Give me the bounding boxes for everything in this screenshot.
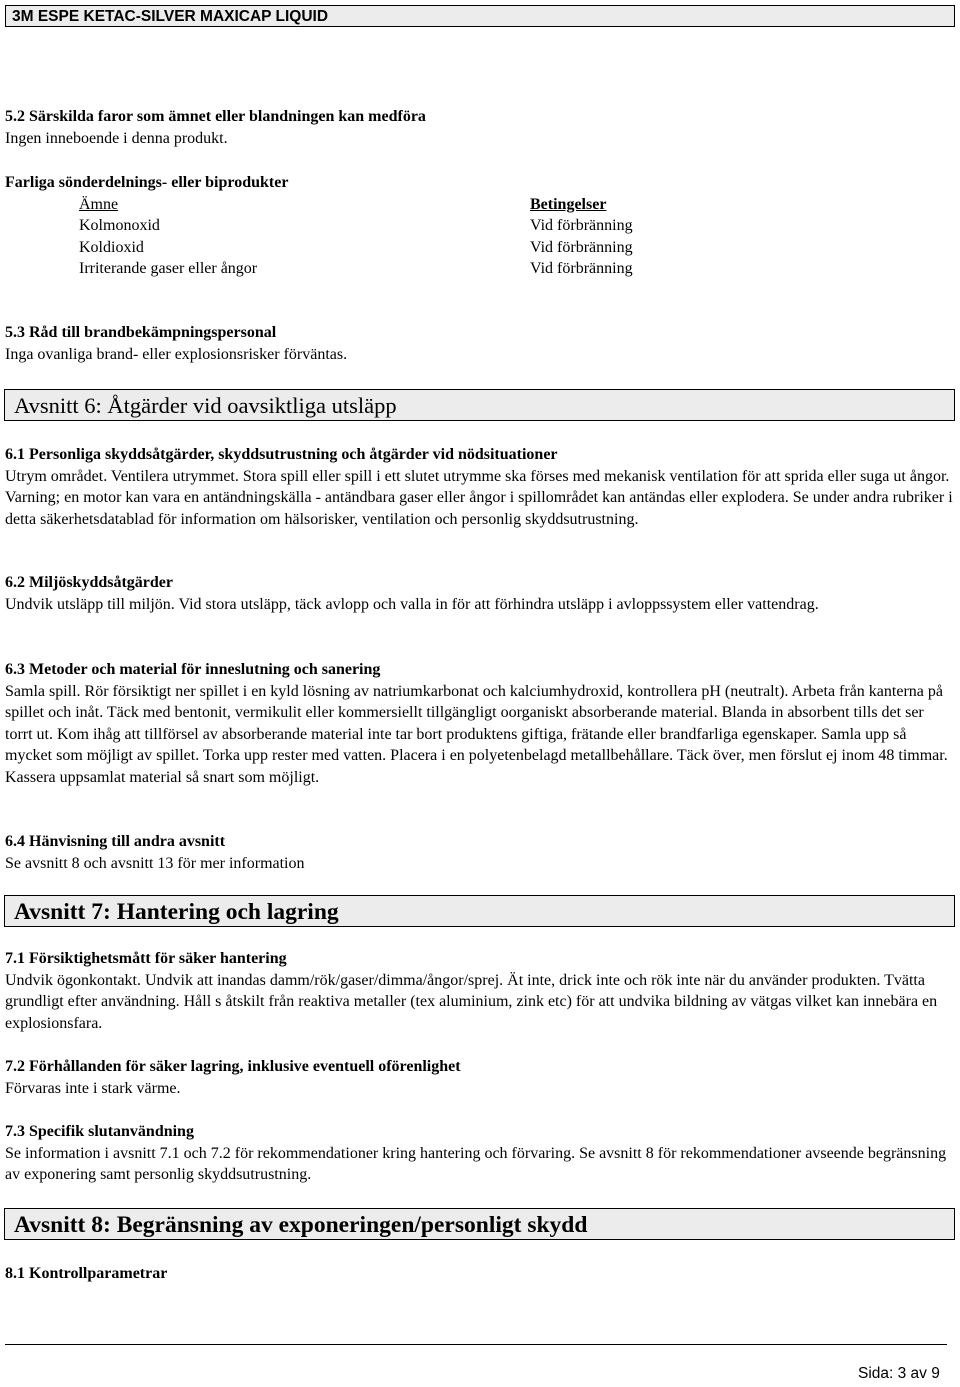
section-6-3 <box>5 659 955 789</box>
decomposition-products-title: Farliga sönderdelnings- eller biprodukter <box>5 174 289 191</box>
section-6-4-text: Se avsnitt 8 och avsnitt 13 för mer information <box>5 854 305 872</box>
condition-cell: Vid förbränning <box>530 238 633 256</box>
substance-header: Ämne <box>79 195 119 213</box>
condition-cell: Vid förbränning <box>530 217 633 235</box>
section-6-3-title: 6.3 Metoder och material för inneslutning och sanering <box>5 661 381 678</box>
decomposition-products <box>5 172 955 282</box>
section-6-1-title: 6.1 Personliga skyddsåtgärder, skyddsutrustning och åtgärder vid nödsituationer <box>5 446 558 463</box>
section-7-2-text: Förvaras inte i stark värme. <box>5 1079 181 1097</box>
decomposition-table <box>5 194 955 282</box>
section-5-2-title: 5.2 Särskilda faror som ämnet eller blandningen kan medföra <box>5 108 426 125</box>
section-7-1-text: Undvik ögonkontakt. Undvik att inandas damm/rök/gaser/dimma/ångor/sprej. Ät inte, drick inte och rök inte när du använder produkten. Tvätta grundligt efter användning. Håll s åtskilt från reaktiva metaller (tex aluminium, zink etc) för att undvika bildning av vätgas vilket kan innebära en explosionsfara. <box>5 971 938 1032</box>
section-6-1-text: Utrym området. Ventilera utrymmet. Stora spill eller spill i ett slutet utrymme ska förses med mekanisk ventilation för att sprida eller suga ut ångor. Varning; en motor kan vara en antändningskälla - antändbara gaser eller ångor i spillområdet kan antändas eller explodera. Se under andra rubriker i detta säkerhetsdatablad för information om hälsorisker, ventilation och personlig skyddsutrustning. <box>5 467 953 528</box>
section-7-3 <box>5 1121 955 1186</box>
section-6-title: Avsnitt 6: Åtgärder vid oavsiktliga utsläpp <box>14 393 397 418</box>
section-8-1 <box>5 1263 955 1285</box>
condition-cell: Vid förbränning <box>530 260 633 278</box>
section-6-2-title: 6.2 Miljöskyddsåtgärder <box>5 574 173 591</box>
substance-column <box>79 194 257 280</box>
document-header <box>5 5 955 27</box>
section-7-3-title: 7.3 Specifik slutanvändning <box>5 1123 194 1140</box>
section-7-2-title: 7.2 Förhållanden för säker lagring, inklusive eventuell oförenlighet <box>5 1058 461 1075</box>
condition-header: Betingelser <box>530 195 607 213</box>
section-8-heading <box>4 1208 955 1240</box>
section-5-3 <box>5 322 955 365</box>
section-5-3-text: Inga ovanliga brand- eller explosionsrisker förväntas. <box>5 345 348 363</box>
section-7-3-text: Se information i avsnitt 7.1 och 7.2 för rekommendationer kring hantering och förvaring. Se avsnitt 8 för rekommendationer avseende begränsning av exponering samt personlig skyddsutrustning. <box>5 1144 947 1184</box>
section-6-3-text: Samla spill. Rör försiktigt ner spillet i en kyld lösning av natriumkarbonat och kalciumhydroxid, kontrollera pH (neutralt). Arbeta från kanterna på spillet och inåt. Täck med bentonit, vermikulit eller kommersiellt tillgängligt oorganiskt absorberande material. Blanda in absorbent tills det ser torrt ut. Kom ihåg att tillförsel av absorberande material inte tar bort produktens giftiga, frätande eller brandfarliga egenskaper. Samla upp så mycket som möjligt av spillet. Torka upp rester med vatten. Placera i en polyetenbelagd metallbehållare. Täck över, men förslut ej inom 48 timmar. Kassera uppsamlat material så snart som möjligt. <box>5 682 948 786</box>
substance-cell: Irriterande gaser eller ångor <box>79 260 258 278</box>
section-6-2 <box>5 572 955 615</box>
section-7-title: Avsnitt 7: Hantering och lagring <box>14 899 339 925</box>
section-5-2-text: Ingen inneboende i denna produkt. <box>5 129 228 147</box>
substance-cell: Kolmonoxid <box>79 217 160 235</box>
section-7-1 <box>5 948 955 1034</box>
condition-column <box>530 194 633 280</box>
page-number: Sida: 3 av 9 <box>858 1365 940 1382</box>
section-7-2 <box>5 1056 955 1099</box>
footer-divider <box>5 1344 947 1345</box>
section-7-heading <box>4 895 955 927</box>
section-6-4-title: 6.4 Hänvisning till andra avsnitt <box>5 833 226 850</box>
section-6-4 <box>5 831 955 874</box>
section-7-1-title: 7.1 Försiktighetsmått för säker hantering <box>5 950 287 967</box>
section-5-3-title: 5.3 Råd till brandbekämpningspersonal <box>5 324 277 341</box>
section-8-title: Avsnitt 8: Begränsning av exponeringen/personligt skydd <box>14 1212 588 1238</box>
section-8-1-title: 8.1 Kontrollparametrar <box>5 1265 168 1282</box>
section-6-2-text: Undvik utsläpp till miljön. Vid stora utsläpp, täck avlopp och valla in för att förhindra utsläpp i avloppssystem eller vattendrag. <box>5 595 819 613</box>
section-6-1 <box>5 444 955 530</box>
section-5-2 <box>5 106 955 149</box>
doc-title: 3M ESPE KETAC-SILVER MAXICAP LIQUID <box>12 8 329 25</box>
substance-cell: Koldioxid <box>79 238 144 256</box>
section-6-heading <box>4 389 955 421</box>
